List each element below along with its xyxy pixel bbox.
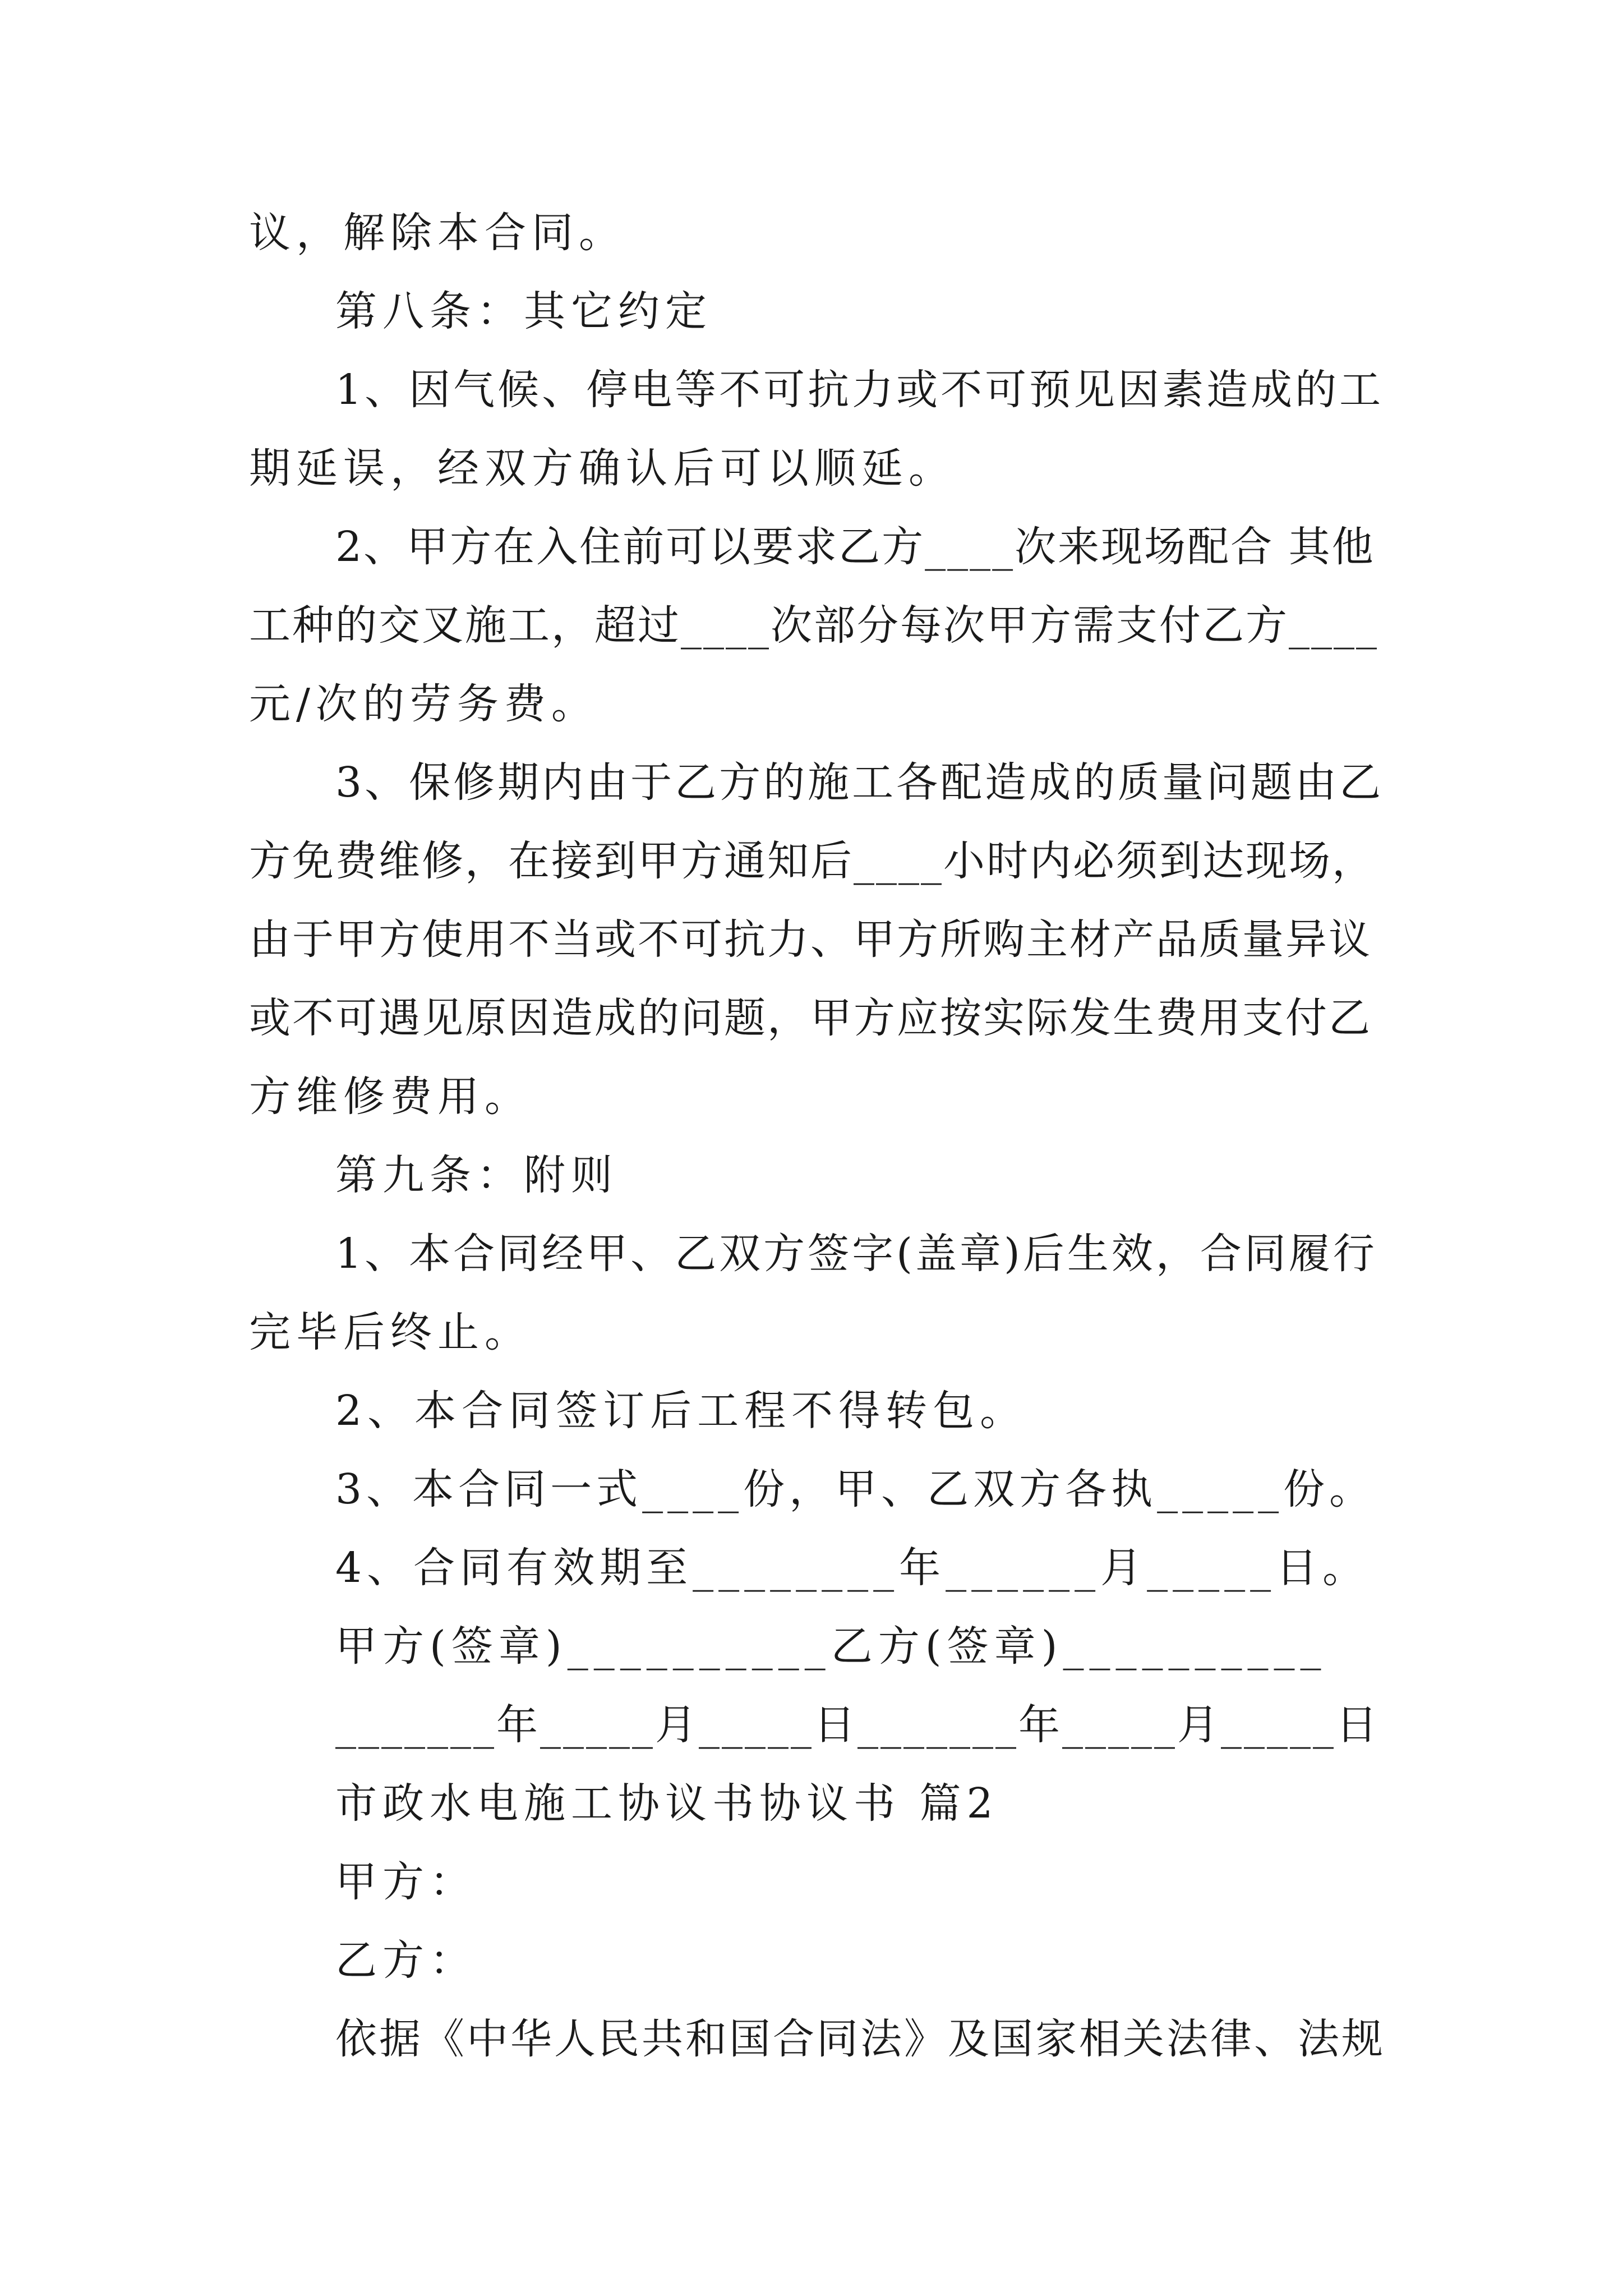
text-line: 1、因气候、停电等不可抗力或不可预见因素造成的工 <box>335 366 1384 414</box>
section-title: 市政水电施工协议书协议书 篇2 <box>335 1779 999 1828</box>
text-line: 4、合同有效期至________年______月_____日。 <box>335 1544 1370 1592</box>
text-line: 议，解除本合同。 <box>249 209 626 257</box>
party-a-label: 甲方： <box>335 1858 477 1906</box>
text-line: 方维修费用。 <box>249 1073 532 1121</box>
text-line: 3、本合同一式____份，甲、乙双方各执_____份。 <box>335 1465 1376 1513</box>
text-line: 期延误，经双方确认后可以顺延。 <box>249 444 956 493</box>
text-line: 工种的交叉施工，超过____次部分每次甲方需支付乙方____ <box>249 601 1378 650</box>
article-heading: 第八条：其它约定 <box>335 287 712 335</box>
party-b-label: 乙方： <box>335 1936 477 1985</box>
date-line: _______年_____月_____日_______年_____月_____日 <box>335 1701 1380 1749</box>
text-line: 3、保修期内由于乙方的施工各配造成的质量问题由乙 <box>335 758 1384 807</box>
text-line: 由于甲方使用不当或不可抗力、甲方所购主材产品质量异议 <box>249 915 1372 964</box>
text-line: 元/次的劳务费。 <box>249 680 598 728</box>
signature-line: 甲方(签章)__________乙方(签章)__________ <box>335 1622 1327 1671</box>
text-line: 或不可遇见原因造成的问题，甲方应按实际发生费用支付乙 <box>249 994 1372 1042</box>
article-heading: 第九条：附则 <box>335 1151 618 1199</box>
text-line: 2、甲方在入住前可以要求乙方____次来现场配合 其他 <box>335 523 1375 571</box>
text-line: 2、本合同签订后工程不得转包。 <box>335 1387 1027 1435</box>
text-line: 1、本合同经甲、乙双方签字(盖章)后生效，合同履行 <box>335 1230 1377 1278</box>
text-line: 完毕后终止。 <box>249 1308 532 1356</box>
text-line: 依据《中华人民共和国合同法》及国家相关法律、法规 <box>335 2015 1385 2063</box>
text-line: 方免费维修，在接到甲方通知后____小时内必须到达现场， <box>249 837 1375 885</box>
